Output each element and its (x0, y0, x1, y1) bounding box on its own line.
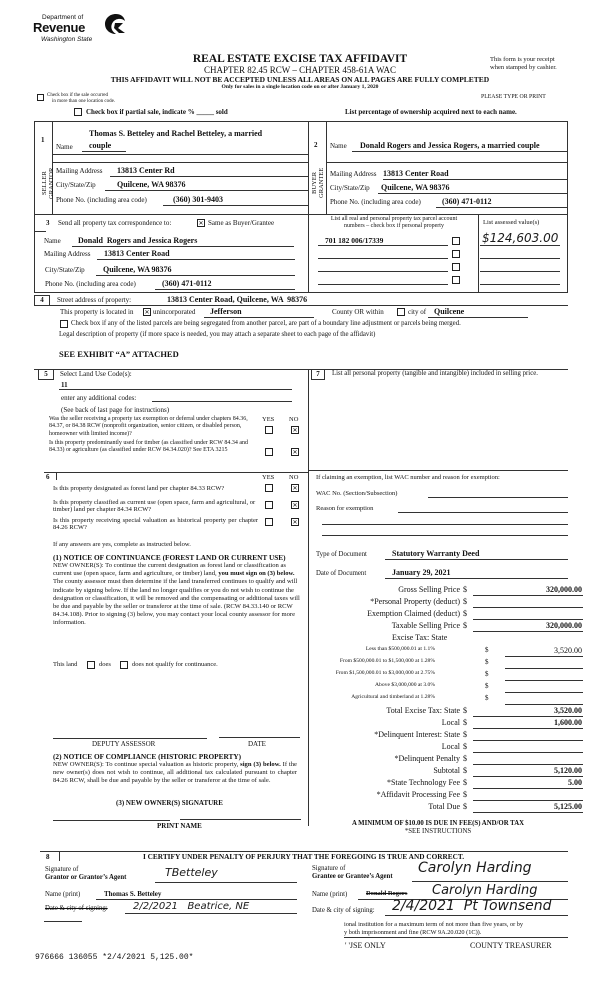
land-use-q2-no-checkbox[interactable] (291, 448, 299, 456)
grantor-signature[interactable]: TBetteley (165, 866, 218, 879)
total-label: Total Excise Tax: State (386, 706, 460, 715)
corr-mailing-value[interactable]: 13813 Center Road (104, 249, 170, 258)
unincorporated-checkbox[interactable] (143, 308, 151, 316)
penalty-line-1: ional institution for a maximum term of not more than five years, or by (344, 921, 524, 928)
print-name-label: PRINT NAME (157, 822, 202, 830)
corr-mailing-label: Mailing Address (44, 250, 91, 258)
grantee-sig-label-2: Grantee or Grantee’s Agent (312, 873, 393, 880)
seller-phone-value[interactable]: (360) 301-9403 (173, 195, 223, 204)
total-value[interactable]: 5,120.00 (554, 766, 582, 775)
logo-line-1: Department of (42, 14, 84, 21)
buyer-name-label: Name (330, 142, 347, 150)
seller-city-value[interactable]: Quilcene, WA 98376 (117, 180, 186, 189)
total-label: *State Technology Fee (386, 778, 460, 787)
cashier-stamp: 976666 136055 *2/4/2021 5,125.00* (35, 953, 194, 962)
grantee-label: GRANTEE (318, 167, 325, 199)
dollar-sign: $ (463, 585, 467, 594)
receipt-note-2: when stamped by cashier. (490, 64, 557, 71)
bracket-label: Above $3,000,000 at 3.0% (375, 682, 435, 688)
corr-city-label: City/State/Zip (45, 266, 85, 274)
grantor-label: GRANTOR (48, 167, 55, 199)
total-value[interactable]: 3,520.00 (554, 706, 582, 715)
dollar-sign: $ (463, 766, 467, 775)
total-row (315, 778, 595, 790)
seller-name-line-2[interactable]: couple (89, 141, 112, 150)
located-in-label: This property is located in (60, 308, 134, 316)
county-value[interactable]: Jefferson (210, 307, 242, 316)
personal-property-checkbox[interactable] (452, 237, 460, 245)
tax-row-value[interactable]: 320,000.00 (546, 621, 582, 630)
dollar-sign: $ (463, 621, 467, 630)
total-row (315, 706, 595, 718)
reason-label: Reason for exemption (316, 505, 374, 512)
land-use-q1-no-checkbox[interactable] (291, 426, 299, 434)
form-warning: THIS AFFIDAVIT WILL NOT BE ACCEPTED UNLESS ALL AREAS ON ALL PAGES ARE FULLY COMPLETED (110, 75, 490, 84)
parcel-number[interactable]: 701 182 006/17339 (325, 236, 384, 245)
county-or-label: County OR within (332, 308, 384, 316)
land-use-q2-yes-checkbox[interactable] (265, 448, 273, 456)
total-row (315, 766, 595, 778)
grantee-name-label: Name (print) (312, 891, 348, 898)
notice2-text-b: If the new owner(s) does not wish to continue, all additional tax calculated pursuant to chapter 84.26 RCW, shall be due and payable by the seller or transferor at the time of sale. (53, 761, 297, 785)
land-use-question-1: Was the seller receiving a property tax exemption or deferral under chapters 84.36, 84.37, or 84.38 RCW (nonprofit organization, senior citizen, or disabled person, homeowner with limited income)? (49, 416, 248, 437)
seller-city-label: City/State/Zip (56, 181, 96, 189)
dollar-sign: $ (463, 609, 467, 618)
does-qualify-checkbox[interactable] (87, 661, 95, 669)
grantee-name-handwritten[interactable]: Carolyn Harding (432, 883, 538, 898)
section6-q1-yes-checkbox[interactable] (265, 484, 273, 492)
personal-property-row (315, 597, 595, 609)
date-label: DATE (248, 740, 266, 748)
doc-date-label: Date of Document (316, 570, 367, 577)
legal-description-label: Legal description of property (if more space is needed, you may attach a separate sheet to each page of the affidavit) (59, 331, 376, 338)
unincorporated-label: unincorporated (153, 308, 196, 316)
grantor-sig-label-2: Grantor or Grantor’s Agent (45, 874, 127, 881)
logo-line-2: Revenue (33, 20, 86, 35)
doc-date-value[interactable]: January 29, 2021 (392, 568, 451, 577)
buyer-mailing-value[interactable]: 13813 Center Road (383, 169, 449, 178)
land-use-q1-yes-checkbox[interactable] (265, 426, 273, 434)
section-2-number: 2 (314, 141, 318, 149)
seller-name-label: Name (56, 143, 73, 151)
form-subtitle: CHAPTER 82.45 RCW – CHAPTER 458-61A WAC (204, 65, 396, 75)
dollar-sign: $ (463, 778, 467, 787)
seller-label: SELLER (41, 171, 48, 195)
notice-compliance-body (53, 761, 297, 786)
if-yes-instructions: If any answers are yes, complete as instructed below. (53, 541, 191, 548)
section6-question-2: Is this property classified as current use (open space, farm and agricultural, or timber) land per chapter 84.34 RCW? (53, 499, 256, 514)
dollar-sign: $ (463, 730, 467, 739)
total-label: Total Due (428, 802, 460, 811)
same-as-buyer-checkbox[interactable] (197, 219, 205, 227)
buyer-city-value[interactable]: Quilcene, WA 98376 (381, 183, 450, 192)
excise-tax-header: Excise Tax: State (392, 633, 448, 642)
bracket-row (315, 658, 595, 670)
section-6-number: 6 (46, 473, 50, 481)
segregated-label: Check box if any of the listed parcels are being segregated from another parcel, are part of a boundary line adjustment or parcels being merged. (71, 320, 461, 327)
buyer-phone-value[interactable]: (360) 471-0112 (442, 197, 492, 206)
notice-continuance-title: (1) NOTICE OF CONTINUANCE (FOREST LAND OR CURRENT USE) (53, 553, 286, 562)
dollar-sign: $ (463, 597, 467, 606)
bracket-label: From $1,500,000.01 to $3,000,000 at 2.75% (335, 670, 435, 676)
dollar-sign: $ (485, 658, 489, 666)
dollar-sign: $ (485, 682, 489, 690)
new-owner-signature-label: (3) NEW OWNER(S) SIGNATURE (116, 799, 223, 807)
multi-location-checkbox[interactable] (37, 94, 44, 101)
buyer-label: BUYER (311, 171, 318, 195)
bracket-label: Less than $500,000.01 at 1.1% (365, 646, 435, 652)
notice-compliance-title: (2) NOTICE OF COMPLIANCE (HISTORIC PROPERTY) (53, 752, 242, 761)
total-label: Subtotal (433, 766, 460, 775)
taxable-selling-price-row (315, 621, 595, 633)
personal-property-checkbox[interactable] (452, 250, 460, 258)
notice-continuance-body (53, 562, 305, 628)
total-value[interactable]: 5,125.00 (554, 802, 582, 811)
seller-side-label (41, 162, 55, 204)
city-value[interactable]: Quilcene (434, 307, 465, 316)
land-use-label: Select Land Use Code(s): (60, 370, 132, 378)
city-checkbox[interactable] (397, 308, 405, 316)
bracket-label: Agricultural and timberland at 1.28% (351, 694, 435, 700)
section-5-number: 5 (38, 369, 54, 380)
buyer-phone-label: Phone No. (including area code) (330, 198, 421, 206)
grantee-date-city[interactable]: 2/4/2021 Pt Townsend (392, 898, 552, 914)
logo-line-3: Washington State (41, 36, 93, 43)
land-use-code[interactable]: 11 (61, 381, 68, 389)
seller-mailing-label: Mailing Address (56, 167, 103, 175)
gross-selling-price-row (315, 585, 595, 597)
notice1-text-b: The county assessor must then determine if the land transferred continues to qualify and will indicate by signing below. If the land no longer qualifies or you do not wish to continue the designation or classification, it will be removed and the compensating or additional taxes will be due and payable by the seller or transferor at the time of sale. (RCW 84.33.140 or RCW 84.34.108). Prior to signing (3) below, you may contact your local county assessor for more information. (53, 578, 300, 627)
dollar-sign: $ (463, 706, 467, 715)
please-type-label: PLEASE TYPE OR PRINT (481, 94, 546, 100)
grantee-date-label: Date & city of signing: (312, 907, 375, 914)
corr-phone-value[interactable]: (360) 471-0112 (162, 279, 212, 288)
multi-location-label-1: Check box if the sale occurred (47, 93, 108, 98)
land-use-question-2: Is this property predominantly used for timber (as classified under RCW 84.34 and 84.33) or agriculture (as classified under RCW 84.34.020)? See ETA 3215 (49, 440, 249, 454)
land-use-instructions: (See back of last page for instructions) (61, 406, 170, 414)
corr-name-label: Name (44, 237, 61, 245)
notice1-bold: you must sign on (3) below. (218, 570, 295, 578)
section-7-number: 7 (311, 369, 325, 380)
assessed-value[interactable]: $124,603.00 (482, 231, 559, 245)
exemption-claimed-row (315, 609, 595, 621)
total-row (315, 718, 595, 730)
seller-name-line-1[interactable]: Thomas S. Betteley and Rachel Betteley, a married (89, 129, 263, 138)
city-of-label: city of (408, 308, 427, 316)
dollar-sign: $ (463, 754, 467, 763)
section6-question-1: Is this property designated as forest land per chapter 84.33 RCW? (53, 485, 225, 492)
notice2-text-a: NEW OWNER(S): To continue special valuation as historic property, (53, 761, 241, 768)
form-title: REAL ESTATE EXCISE TAX AFFIDAVIT (192, 53, 408, 65)
this-land-label: This land (53, 661, 78, 668)
seller-phone-label: Phone No. (including area code) (56, 196, 147, 204)
total-row (315, 730, 595, 742)
grantee-name-struck[interactable]: Donald Rogers (366, 890, 408, 897)
total-label: *Delinquent Penalty (394, 754, 460, 763)
doc-type-value[interactable]: Statutory Warranty Deed (392, 549, 480, 558)
dollar-sign: $ (463, 802, 467, 811)
section-4-number: 4 (34, 295, 50, 306)
total-label: *Delinquent Interest: State (374, 730, 460, 739)
does-not-label: does not qualify for continuance. (132, 661, 218, 668)
dollar-sign: $ (463, 742, 467, 751)
minimum-due-note: A MINIMUM OF $10.00 IS DUE IN FEE(S) AND/OR TAX (351, 820, 525, 827)
section-8-number: 8 (46, 853, 50, 861)
total-value[interactable]: 5.00 (568, 778, 582, 787)
total-value[interactable]: 1,600.00 (554, 718, 582, 727)
grantor-name-label: Name (print) (45, 891, 81, 898)
total-label: Local (441, 742, 460, 751)
doc-type-label: Type of Document (316, 551, 367, 558)
dor-logo (30, 10, 130, 44)
total-due-row (315, 802, 595, 814)
parcels-header-2: numbers – check box if personal property (344, 223, 444, 229)
exemption-label: If claiming an exemption, list WAC number and reason for exemption: (316, 474, 500, 481)
grantee-signature[interactable]: Carolyn Harding (418, 860, 532, 876)
grantor-name-value[interactable]: Thomas S. Betteley (104, 890, 162, 898)
personal-property-label: List all personal property (tangible and intangible) included in selling price. (332, 370, 538, 377)
corr-city-value[interactable]: Quilcene, WA 98376 (103, 265, 172, 274)
dollar-sign: $ (463, 718, 467, 727)
dor-logo-icon (103, 12, 129, 36)
segregated-checkbox[interactable] (60, 320, 68, 328)
total-row (315, 754, 595, 766)
land-use-no-header: NO (289, 416, 299, 423)
see-instructions-note: *SEE INSTRUCTIONS (404, 828, 472, 835)
form-note: Only for sales in a single location code on or after January 1, 2020 (221, 84, 379, 90)
wac-label: WAC No. (Section/Subsection) (316, 490, 398, 497)
ownership-note: List percentage of ownership acquired next to each name. (345, 108, 517, 116)
section6-question-3: Is this property receiving special valuation as historical property per chapter 84.26 RCW? (53, 517, 258, 532)
same-as-buyer-label: Same as Buyer/Grantee (208, 219, 275, 227)
bracket-row (315, 646, 595, 658)
corr-phone-label: Phone No. (including area code) (45, 280, 136, 288)
partial-sale-label: Check box if partial sale, indicate % _____ sold (86, 108, 228, 116)
total-label: *Affidavit Processing Fee (376, 790, 460, 799)
total-row (315, 742, 595, 754)
bracket-row (315, 682, 595, 694)
notice2-bold: sign (3) below. (240, 761, 281, 768)
use-only-label: ' 'JSE ONLY (345, 941, 386, 950)
section6-no-header: NO (289, 474, 299, 481)
total-row (315, 790, 595, 802)
grantee-sig-label-1: Signature of (312, 865, 346, 872)
does-not-qualify-checkbox[interactable] (120, 661, 128, 669)
section6-q3-yes-checkbox[interactable] (265, 518, 273, 526)
tax-row-label: Exemption Claimed (deduct) (367, 609, 460, 618)
tax-row-label: Taxable Selling Price (391, 621, 460, 630)
additional-codes-label: enter any additional codes: (61, 394, 137, 402)
tax-row-label: Gross Selling Price (398, 585, 460, 594)
buyer-name-value[interactable]: Donald Rogers and Jessica Rogers, a married couple (360, 141, 540, 150)
seller-mailing-value[interactable]: 13813 Center Rd (117, 166, 175, 175)
street-address-value[interactable]: 13813 Center Road, Quilcene, WA 98376 (167, 295, 308, 304)
grantor-date-city[interactable]: 2/2/2021 Beatrice, NE (133, 901, 250, 912)
penalty-line-2: y both imprisonment and fine (RCW 9A.20.020 (1C)). (344, 929, 482, 936)
bracket-row (315, 670, 595, 682)
land-use-yes-header: YES (262, 416, 275, 423)
assessed-header: List assessed value(s) (483, 219, 540, 226)
does-label: does (99, 661, 111, 668)
tax-row-value[interactable]: 320,000.00 (546, 585, 582, 594)
partial-sale-checkbox[interactable] (74, 108, 82, 116)
section-3-number: 3 (46, 219, 50, 227)
section6-q1-no-checkbox[interactable] (291, 484, 299, 492)
section6-yes-header: YES (262, 474, 275, 481)
dollar-sign: $ (485, 694, 489, 702)
buyer-city-label: City/State/Zip (330, 184, 370, 192)
bracket-value[interactable]: 3,520.00 (554, 646, 582, 655)
section6-q2-yes-checkbox[interactable] (265, 501, 273, 509)
section6-q3-no-checkbox[interactable] (291, 518, 299, 526)
buyer-side-label (311, 162, 325, 204)
personal-property-checkbox[interactable] (452, 276, 460, 284)
personal-property-checkbox[interactable] (452, 263, 460, 271)
correspondence-label: Send all property tax correspondence to: (58, 219, 172, 227)
county-treasurer-label: COUNTY TREASURER (470, 941, 552, 950)
dollar-sign: $ (485, 670, 489, 678)
dollar-sign: $ (463, 790, 467, 799)
deputy-assessor-label: DEPUTY ASSESSOR (92, 740, 156, 748)
street-address-label: Street address of property: (57, 296, 132, 304)
total-label: Local (441, 718, 460, 727)
parcels-header-1: List all real and personal property tax parcel account (330, 216, 458, 222)
receipt-note-1: This form is your receipt (490, 56, 555, 63)
section6-q2-no-checkbox[interactable] (291, 501, 299, 509)
dollar-sign: $ (485, 646, 489, 654)
buyer-mailing-label: Mailing Address (330, 170, 377, 178)
bracket-row (315, 694, 595, 706)
tax-row-label: *Personal Property (deduct) (370, 597, 460, 606)
notice1-text-a: NEW OWNER(S): To continue the current designation as forest land or classification as current use (open space, farm and agriculture, or timber) land, (53, 562, 286, 578)
corr-name-value[interactable]: Donald Rogers and Jessica Rogers (78, 236, 198, 245)
bracket-label: From $500,000.01 to $1,500,000 at 1.28% (339, 658, 435, 664)
grantor-date-label: Date & city of signing: (45, 905, 108, 912)
certification-statement: I CERTIFY UNDER PENALTY OF PERJURY THAT THE FOREGOING IS TRUE AND CORRECT. (143, 852, 465, 861)
grantor-sig-label-1: Signature of (45, 866, 79, 873)
section-1-number: 1 (41, 136, 45, 144)
multi-location-label-2: in more than one location code. (52, 99, 116, 104)
legal-description-value[interactable]: SEE EXHIBIT “A” ATTACHED (59, 349, 179, 359)
